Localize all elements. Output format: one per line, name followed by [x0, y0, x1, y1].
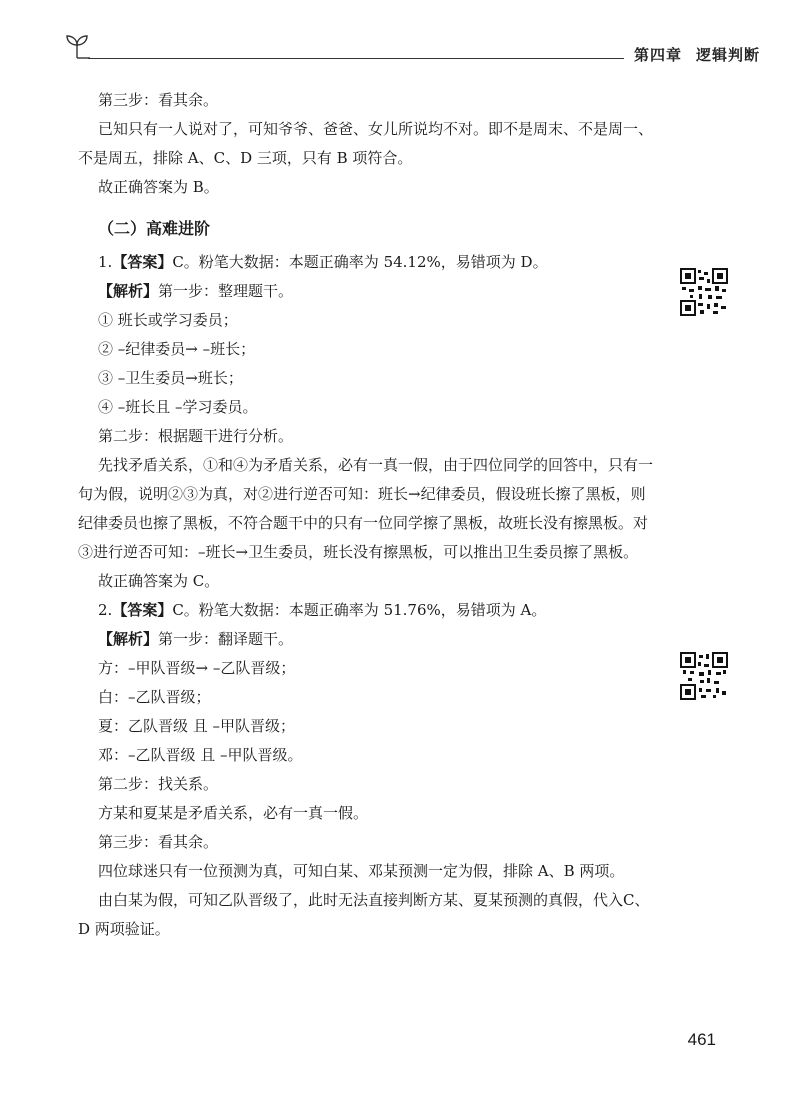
q2-item: 邓：–乙队晋级 且 –甲队晋级。 — [98, 746, 303, 764]
q1-paragraph: 先找矛盾关系，①和④为矛盾关系，必有一真一假，由于四位同学的回答中，只有一句为假，说明②③为真，对②进行逆否可知：班长→纪律委员，假设班长擦了黑板，则纪律委员也擦了黑板，不符合题干中的只有一位同学擦了黑板，故班长没有擦黑板。对③进行逆否可知：–班长→卫生委员，班长没有擦黑板，可以推出卫生委员擦了黑板。 — [78, 456, 654, 561]
chapter-header — [624, 44, 770, 65]
section-heading: （二）高难进阶 — [98, 219, 211, 238]
q1-step2: 第二步：根据题干进行分析。 — [98, 427, 294, 445]
q2-answer-text: C。粉笔大数据：本题正确率为 51.76%，易错项为 A。 — [172, 601, 547, 619]
q2-answer — [78, 596, 658, 625]
q2-analysis-tag: 【解析】 — [98, 630, 159, 648]
q2-step3: 第三步：看其余。 — [98, 833, 219, 851]
q1-analysis — [78, 277, 658, 306]
sprout-icon — [62, 30, 92, 60]
page-content — [78, 86, 658, 944]
q2-step2: 第二步：找关系。 — [98, 775, 219, 793]
intro-step3-label: 第三步：看其余。 — [98, 91, 219, 109]
q2-step3-text1: 四位球迷只有一位预测为真，可知白某、邓某预测一定为假，排除 A、B 两项。 — [98, 862, 625, 880]
intro-conclusion: 故正确答案为 B。 — [98, 178, 219, 196]
q2-step3-text2: 由白某为假，可知乙队晋级了，此时无法直接判断方某、夏某预测的真假，代入C、D 两项验证。 — [78, 891, 650, 938]
intro-step3-text: 已知只有一人说对了，可知爷爷、爸爸、女儿所说均不对。即不是周末、不是周一、不是周五，排除 A、C、D 三项，只有 B 项符合。 — [78, 120, 654, 167]
q1-number: 1. — [98, 253, 113, 271]
q2-answer-tag: 【答案】 — [112, 601, 173, 619]
q2-analysis — [78, 625, 658, 654]
chapter-name: 逻辑判断 — [695, 46, 760, 64]
q1-answer-text: C。粉笔大数据：本题正确率为 54.12%，易错项为 D。 — [172, 253, 548, 271]
q1-answer-tag: 【答案】 — [112, 253, 173, 271]
q1-analysis-step1: 第一步：整理题干。 — [158, 282, 294, 300]
q1-item: ① 班长或学习委员； — [98, 311, 238, 329]
q2-item: 夏：乙队晋级 且 –甲队晋级； — [98, 717, 296, 735]
q2-number: 2. — [98, 601, 113, 619]
page-number: 461 — [687, 1030, 716, 1049]
qr-code-icon[interactable] — [680, 652, 728, 700]
qr-code-icon[interactable] — [680, 268, 728, 316]
q1-answer — [78, 248, 658, 277]
q2-step2-text: 方某和夏某是矛盾关系，必有一真一假。 — [98, 804, 369, 822]
q2-item: 方：–甲队晋级→ –乙队晋级； — [98, 659, 296, 677]
q1-item: ② –纪律委员→ –班长； — [98, 340, 256, 358]
q2-analysis-step1: 第一步：翻译题干。 — [158, 630, 294, 648]
q2-item: 白：–乙队晋级； — [98, 688, 211, 706]
q1-analysis-tag: 【解析】 — [98, 282, 159, 300]
q1-conclusion: 故正确答案为 C。 — [98, 572, 220, 590]
q1-item: ④ –班长且 –学习委员。 — [98, 398, 258, 416]
chapter-number: 第四章 — [633, 46, 682, 64]
q1-item: ③ –卫生委员→班长； — [98, 369, 243, 387]
